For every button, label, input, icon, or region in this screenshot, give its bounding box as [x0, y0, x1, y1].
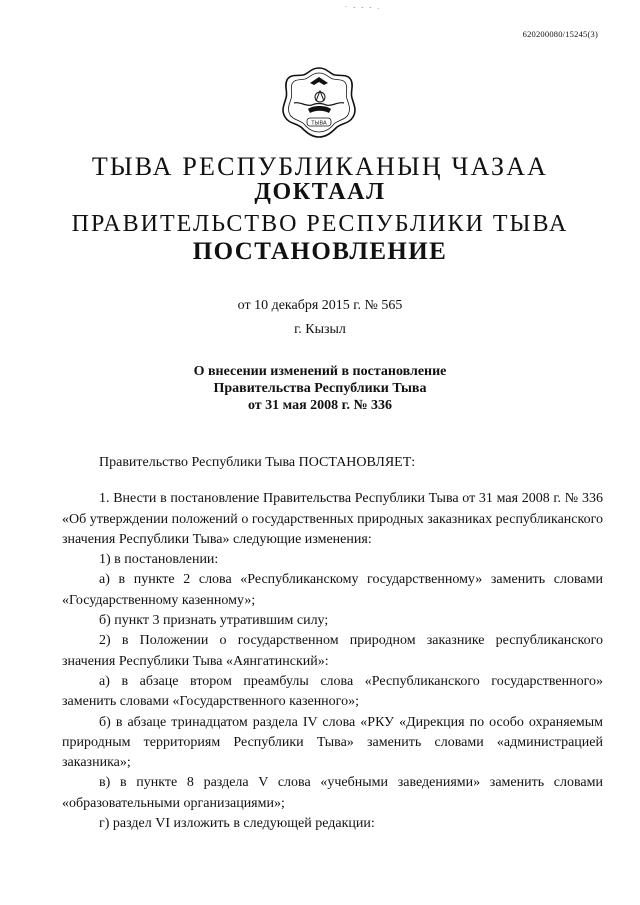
body-paragraph: г) раздел VI изложить в следующей редакции:	[99, 816, 375, 832]
document-registration-number: 620200080/15245(3)	[522, 29, 598, 39]
document-title	[0, 363, 640, 414]
header-doktaal: ДОКТААЛ	[254, 179, 386, 205]
body-paragraph: Правительство Республики Тыва ПОСТАНОВЛЯЕТ:	[99, 455, 416, 470]
body-paragraph: а) в абзаце втором преамбулы слова «Республиканского государственного» заменить словами «Государственного казенного»;	[62, 673, 603, 710]
body-paragraph: 1. Внести в постановление Правительства Республики Тыва от 31 мая 2008 г. № 336 «Об утверждении положений о государственных природных заказниках республиканского значения Республики Тыва» следующие изменения:	[62, 491, 603, 547]
body-paragraph: б) в абзаце тринадцатом раздела IV слова «РКУ «Дирекция по особо охраняемым природным территориям Республики Тыва» заменить словами «администрацией заказника»;	[62, 714, 603, 771]
header-tyva-government: ТЫВА РЕСПУБЛИКАНЫҢ ЧАЗАА	[91, 152, 549, 181]
title-line-3: от 31 мая 2008 г. № 336	[247, 398, 393, 413]
body-paragraph: 1) в постановлении:	[99, 552, 219, 568]
body-paragraph: б) пункт 3 признать утратившим силу;	[99, 613, 329, 629]
title-line-1: О внесении изменений в постановление	[193, 364, 447, 379]
emblem-label: ТЫВА	[311, 120, 327, 127]
body-paragraph: 2) в Положении о государственном природном заказнике республиканского значения Республики Тыва «Аянгатинский»:	[62, 633, 603, 669]
document-city: г. Кызыл	[294, 322, 346, 337]
document-date: от 10 декабря 2015 г. № 565	[237, 298, 403, 313]
body-paragraph: в) в пункте 8 раздела V слова «учебными заведениями» заменить словами «образовательными организациями»;	[62, 775, 603, 811]
scan-marks: · ‐ ‐ ‐ .	[345, 3, 382, 11]
tyva-emblem-icon	[280, 65, 358, 139]
header-government-tyva: ПРАВИТЕЛЬСТВО РЕСПУБЛИКИ ТЫВА	[71, 211, 569, 237]
title-line-2: Правительства Республики Тыва	[213, 381, 427, 396]
document-body	[62, 453, 603, 834]
body-paragraph: а) в пункте 2 слова «Республиканскому государственному» заменить словами «Государственному казенному»;	[62, 572, 603, 608]
header-postanovlenie: ПОСТАНОВЛЕНИЕ	[192, 238, 448, 265]
